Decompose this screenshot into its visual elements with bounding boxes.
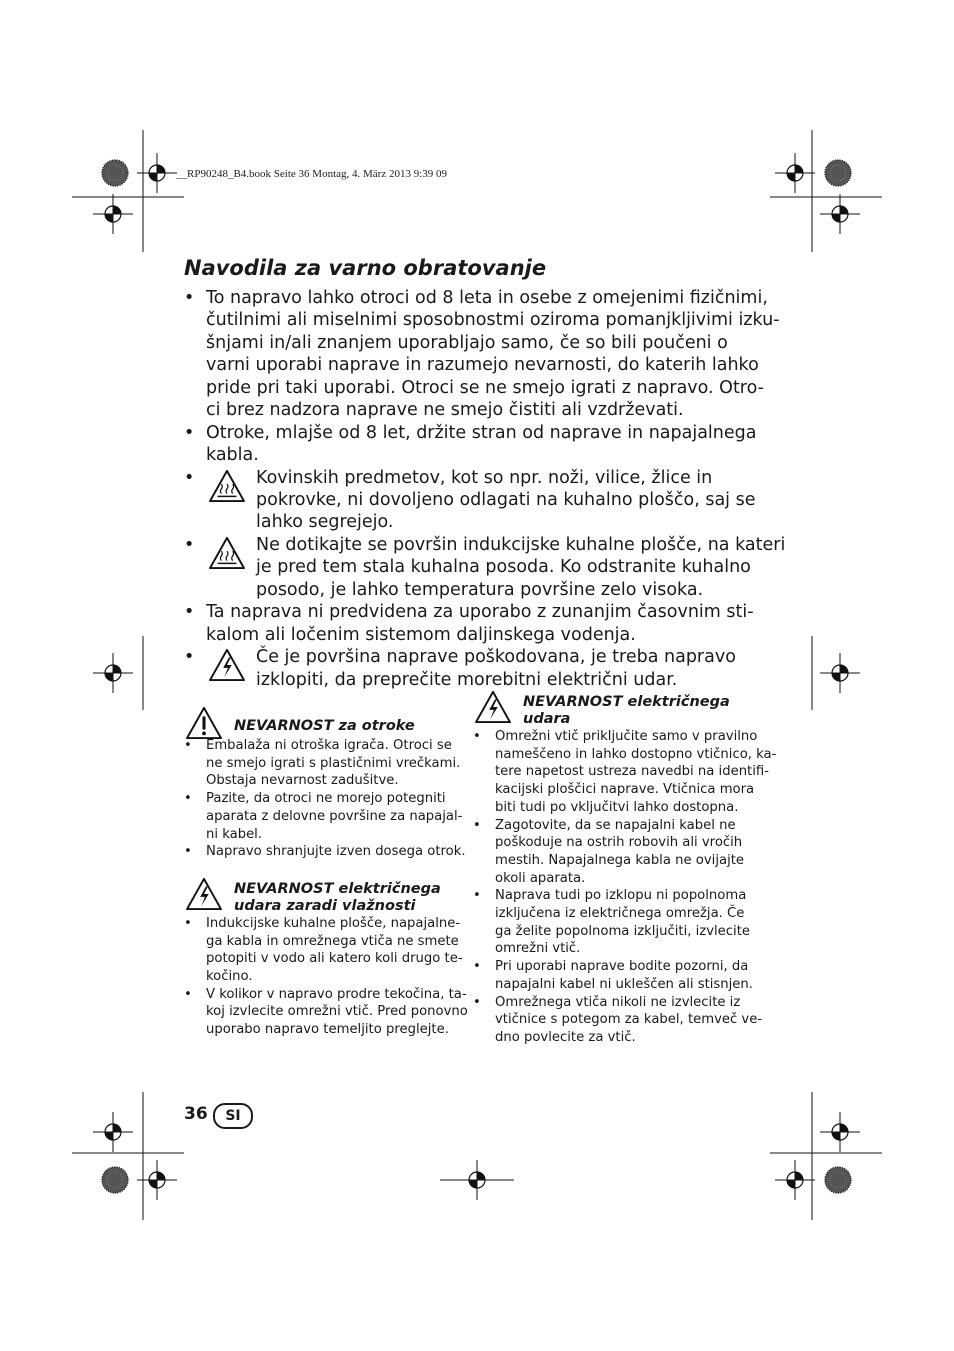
text-line: ne smejo igrati s plastičnimi vrečkami. <box>206 755 461 771</box>
text-line: pride pri taki uporabi. Otroci se ne smejo igrati z napravo. Otro- <box>206 377 764 398</box>
heading-line: udara <box>523 711 571 727</box>
bullet-dot: • <box>184 602 195 623</box>
text-line: Naprava tudi po izklopu ni popolnoma <box>495 888 747 904</box>
text-line: ga kabla in omrežnega vtiča ne smete <box>206 933 459 949</box>
text-line: ni kabel. <box>206 826 263 842</box>
text-line: varni uporabi naprave in razumejo nevarnosti, do katerih lahko <box>206 355 759 376</box>
hot-surface-warning-icon-wrap <box>208 536 246 570</box>
text-line: pokrovke, ni dovoljeno odlagati na kuhalno ploščo, saj se <box>256 490 756 510</box>
text-line: Ne dotikajte se površin indukcijske kuhalne plošče, na kateri <box>256 535 786 555</box>
print-header: __RP90248_B4.book Seite 36 Montag, 4. März 2013 9:39 09 <box>176 168 448 180</box>
exclamation-warning-icon <box>184 706 224 740</box>
text-line: kočino. <box>206 969 253 984</box>
bullet-dot: • <box>184 986 192 1002</box>
text-line: mestih. Napajalnega kabla ne ovijajte <box>495 852 745 868</box>
electric-shock-warning-icon-wrap <box>208 648 246 682</box>
text-line: posodo, je lahko temperatura površine zelo visoka. <box>256 579 704 600</box>
text-line: ga želite popolnoma izključiti, izvlecite <box>495 923 750 939</box>
item-text <box>495 887 750 958</box>
electric-shock-warning-icon <box>208 648 246 682</box>
text-line: Obstaja nevarnost zadušitve. <box>206 773 399 789</box>
bullet-dot: • <box>184 791 192 807</box>
hot-surface-warning-icon <box>208 469 246 503</box>
text-line: šnjami in/ali znanjem uporabljajo samo, če so bili poučeni o <box>206 332 728 353</box>
bullet-text <box>206 422 757 467</box>
text-line: kacijski ploščici naprave. Vtičnica mora <box>495 782 755 798</box>
text-line: Omrežnega vtiča nikoli ne izvlecite iz <box>495 994 741 1010</box>
exclamation-warning-icon-wrap <box>184 706 224 740</box>
item-text <box>206 790 462 843</box>
text-line: vtičnice s potegom za kabel, temveč ve- <box>495 1012 763 1028</box>
text-line: biti tudi po vključitvi lahko dostopna. <box>495 799 739 815</box>
text-line: okoli aparata. <box>495 870 586 886</box>
bullet-text <box>256 646 750 691</box>
text-line: čutilnimi ali miselnimi sposobnostmi oziroma pomanjkljivimi izku- <box>206 310 780 331</box>
text-line: Embalaža ni otroška igrača. Otroci se <box>206 738 452 753</box>
bullet-text <box>256 467 756 534</box>
bullet-dot: • <box>184 535 195 555</box>
item-text <box>206 737 460 790</box>
heading-line: NEVARNOST električnega <box>523 694 730 710</box>
page-title: Navodila za varno obratovanje <box>184 256 547 280</box>
text-line: kalom ali ločenim sistemom daljinskega vodenja. <box>206 624 636 645</box>
text-line: Če je površina naprave poškodovana, je treba napravo <box>256 647 736 668</box>
text-line: poškoduje na ostrih robovih ali vročih <box>495 835 743 851</box>
item-text <box>495 958 753 993</box>
text-line: Kovinskih predmetov, kot so npr. noži, vilice, žlice in <box>256 467 713 488</box>
text-line: dno povlecite za vtič. <box>495 1029 636 1045</box>
item-text <box>495 994 762 1047</box>
text-line: nameščeno in lahko dostopno vtičnico, ka- <box>495 746 777 762</box>
text-line: koj izvlecite omrežni vtič. Pred ponovno <box>206 1004 468 1020</box>
bullet-dot: • <box>473 994 481 1010</box>
text-line: omrežni vtič. <box>495 941 581 957</box>
item-text <box>495 817 744 888</box>
text-line: izklopiti, da preprečite morebitni električni udar. <box>256 669 678 690</box>
bullet-text <box>206 287 780 421</box>
electric-shock-warning-icon-wrap <box>184 877 224 911</box>
bullet-dot: • <box>473 729 481 744</box>
text-line: Otroke, mlajše od 8 let, držite stran od naprave in napajalnega <box>206 422 757 443</box>
bullet-dot: • <box>184 738 192 753</box>
bullet-dot: • <box>184 422 195 443</box>
item-text <box>206 915 463 986</box>
text-line: To napravo lahko otroci od 8 leta in osebe z omejenimi fizičnimi, <box>206 288 768 308</box>
language-badge: SI <box>213 1103 253 1129</box>
text-line: ci brez nadzora naprave ne smejo čistiti ali vzdrževati. <box>206 400 684 421</box>
bullet-dot: • <box>184 288 195 308</box>
text-line: kabla. <box>206 445 259 465</box>
heading-line: NEVARNOST električnega <box>234 880 441 897</box>
warning-heading <box>234 881 441 915</box>
text-line: V kolikor v napravo prodre tekočina, ta- <box>206 986 467 1002</box>
heading-line: NEVARNOST za otroke <box>234 718 415 734</box>
item-text <box>206 986 468 1039</box>
text-line: Indukcijske kuhalne plošče, napajalne- <box>206 915 461 931</box>
text-line: Pazite, da otroci ne morejo potegniti <box>206 791 446 807</box>
text-line: aparata z delovne površine za napajal- <box>206 808 463 824</box>
heading-line: udara zaradi vlažnosti <box>234 897 416 914</box>
text-line: Pri uporabi naprave bodite pozorni, da <box>495 959 749 975</box>
warning-heading <box>523 694 730 728</box>
text-line: Omrežni vtič priključite samo v pravilno <box>495 729 758 744</box>
electric-shock-warning-icon <box>184 877 224 911</box>
text-line: Ta naprava ni predvidena za uporabo z zunanjim časovnim sti- <box>206 602 754 623</box>
bullet-dot: • <box>473 817 481 833</box>
text-line: je pred tem stala kuhalna posoda. Ko odstranite kuhalno <box>256 557 751 578</box>
text-line: napajalni kabel ni ukleščen ali stisnjen. <box>495 976 753 992</box>
text-line: izključena iz električnega omrežja. Če <box>495 906 745 921</box>
electric-shock-warning-icon <box>473 690 513 724</box>
text-line: potopiti v vodo ali katero koli drugo te- <box>206 951 463 967</box>
item-text <box>206 843 466 861</box>
text-line: uporabo napravo temeljito preglejte. <box>206 1022 449 1038</box>
warning-heading <box>234 718 415 735</box>
electric-shock-warning-icon-wrap <box>473 690 513 724</box>
page-number: 36 <box>184 1104 208 1124</box>
bullet-dot: • <box>184 844 192 860</box>
text-line: tere napetost ustreza navedbi na identifi- <box>495 764 769 780</box>
text-line: Napravo shranjujte izven dosega otrok. <box>206 844 466 860</box>
text-line: Zagotovite, da se napajalni kabel ne <box>495 817 736 833</box>
hot-surface-warning-icon <box>208 536 246 570</box>
bullet-text <box>206 601 754 646</box>
bullet-text <box>256 534 786 601</box>
text-line: lahko segrejejo. <box>256 512 394 533</box>
bullet-dot: • <box>184 647 195 668</box>
bullet-dot: • <box>184 467 195 488</box>
bullet-dot: • <box>184 915 192 931</box>
hot-surface-warning-icon-wrap <box>208 469 246 503</box>
bullet-dot: • <box>473 959 481 975</box>
item-text <box>495 728 776 817</box>
bullet-dot: • <box>473 888 481 904</box>
